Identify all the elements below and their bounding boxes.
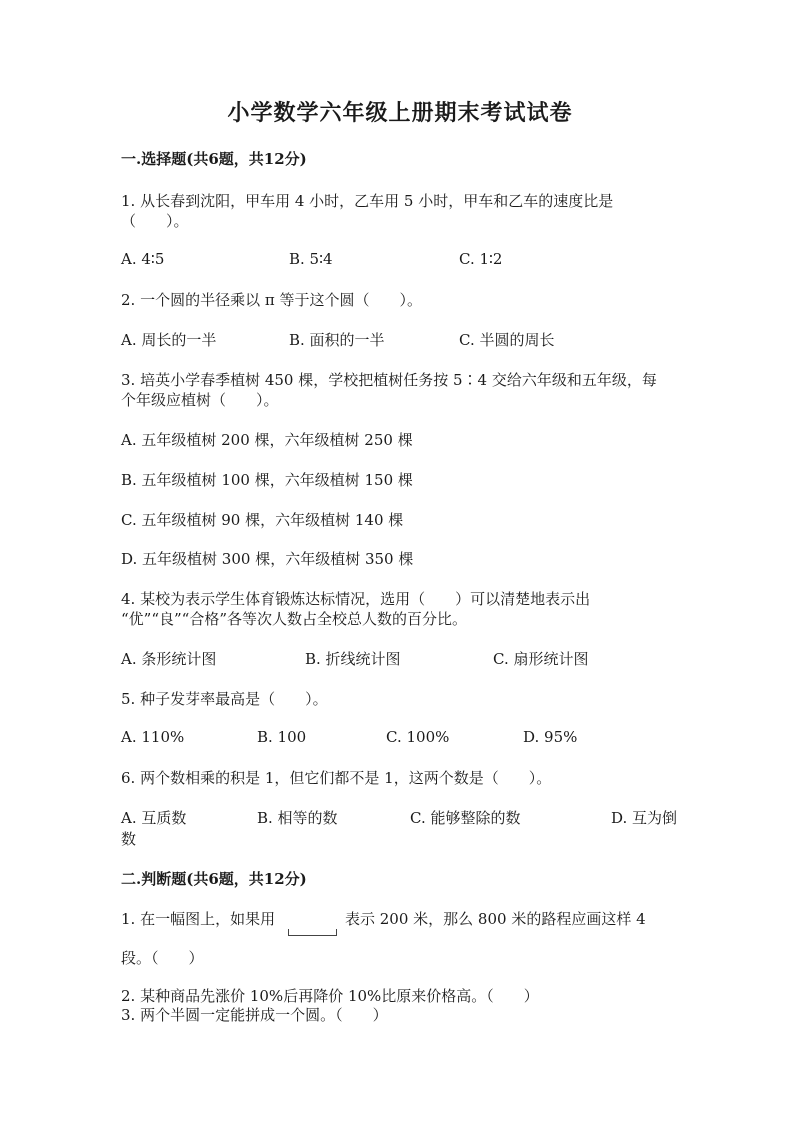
question-2-option-a: A. 周长的一半 — [121, 331, 217, 349]
question-3-option-d: D. 五年级植树 300 棵，六年级植树 350 棵 — [121, 550, 414, 568]
question-6-option-b: B. 相等的数 — [257, 809, 338, 827]
question-1-line-2: （ ）。 — [121, 212, 189, 230]
question-5-option-d: D. 95% — [523, 728, 578, 746]
question-4-line-1: 4. 某校为表示学生体育锻炼达标情况，选用（ ）可以清楚地表示出 — [121, 590, 591, 608]
question-1-option-b: B. 5∶4 — [289, 250, 333, 268]
question-1-option-a: A. 4∶5 — [121, 250, 165, 268]
question-6-option-c: C. 能够整除的数 — [410, 809, 521, 827]
judgment-3: 3. 两个半圆一定能拼成一个圆。（ ） — [121, 1006, 388, 1024]
question-4-option-c: C. 扇形统计图 — [493, 650, 589, 668]
question-2-line-1: 2. 一个圆的半径乘以 π 等于这个圆（ ）。 — [121, 291, 422, 309]
question-2-option-b: B. 面积的一半 — [289, 331, 385, 349]
page-title: 小学数学六年级上册期末考试试卷 — [227, 100, 573, 126]
question-1-option-c: C. 1∶2 — [459, 250, 503, 268]
question-4-option-b: B. 折线统计图 — [305, 650, 401, 668]
question-3-option-b: B. 五年级植树 100 棵，六年级植树 150 棵 — [121, 471, 413, 489]
question-3-line-2: 个年级应植树（ ）。 — [121, 391, 279, 409]
question-5-line-1: 5. 种子发芽率最高是（ ）。 — [121, 690, 328, 708]
judgment-1-line-2: 段。（ ） — [121, 949, 204, 967]
question-6-option-d: D. 互为倒 — [611, 809, 678, 827]
section-title-choice: 一.选择题(共6题，共12分) — [121, 150, 307, 168]
question-3-line-1: 3. 培英小学春季植树 450 棵，学校把植树任务按 5∶4 交给六年级和五年级，每 — [121, 371, 657, 389]
scale-bar-figure — [288, 929, 337, 936]
question-5-option-b: B. 100 — [257, 728, 307, 746]
question-4-line-2: “优”“良”“合格”各等次人数占全校总人数的百分比。 — [121, 610, 468, 628]
question-1-line-1: 1. 从长春到沈阳，甲车用 4 小时，乙车用 5 小时，甲车和乙车的速度比是 — [121, 192, 614, 210]
question-6-option-a: A. 互质数 — [121, 809, 187, 827]
question-3-option-c: C. 五年级植树 90 棵，六年级植树 140 棵 — [121, 511, 404, 529]
section-title-judgment: 二.判断题(共6题，共12分) — [121, 870, 307, 888]
judgment-2: 2. 某种商品先涨价 10%后再降价 10%比原来价格高。（ ） — [121, 987, 539, 1005]
question-6-option-d-wrap: 数 — [121, 830, 137, 848]
question-3-option-a: A. 五年级植树 200 棵，六年级植树 250 棵 — [121, 431, 413, 449]
judgment-1-after: 表示 200 米，那么 800 米的路程应画这样 4 — [345, 910, 646, 928]
question-2-option-c: C. 半圆的周长 — [459, 331, 555, 349]
question-4-option-a: A. 条形统计图 — [121, 650, 217, 668]
question-6-line-1: 6. 两个数相乘的积是 1，但它们都不是 1，这两个数是（ ）。 — [121, 769, 552, 787]
question-5-option-c: C. 100% — [386, 728, 450, 746]
question-5-option-a: A. 110% — [121, 728, 185, 746]
judgment-1-before: 1. 在一幅图上，如果用 — [121, 910, 276, 928]
